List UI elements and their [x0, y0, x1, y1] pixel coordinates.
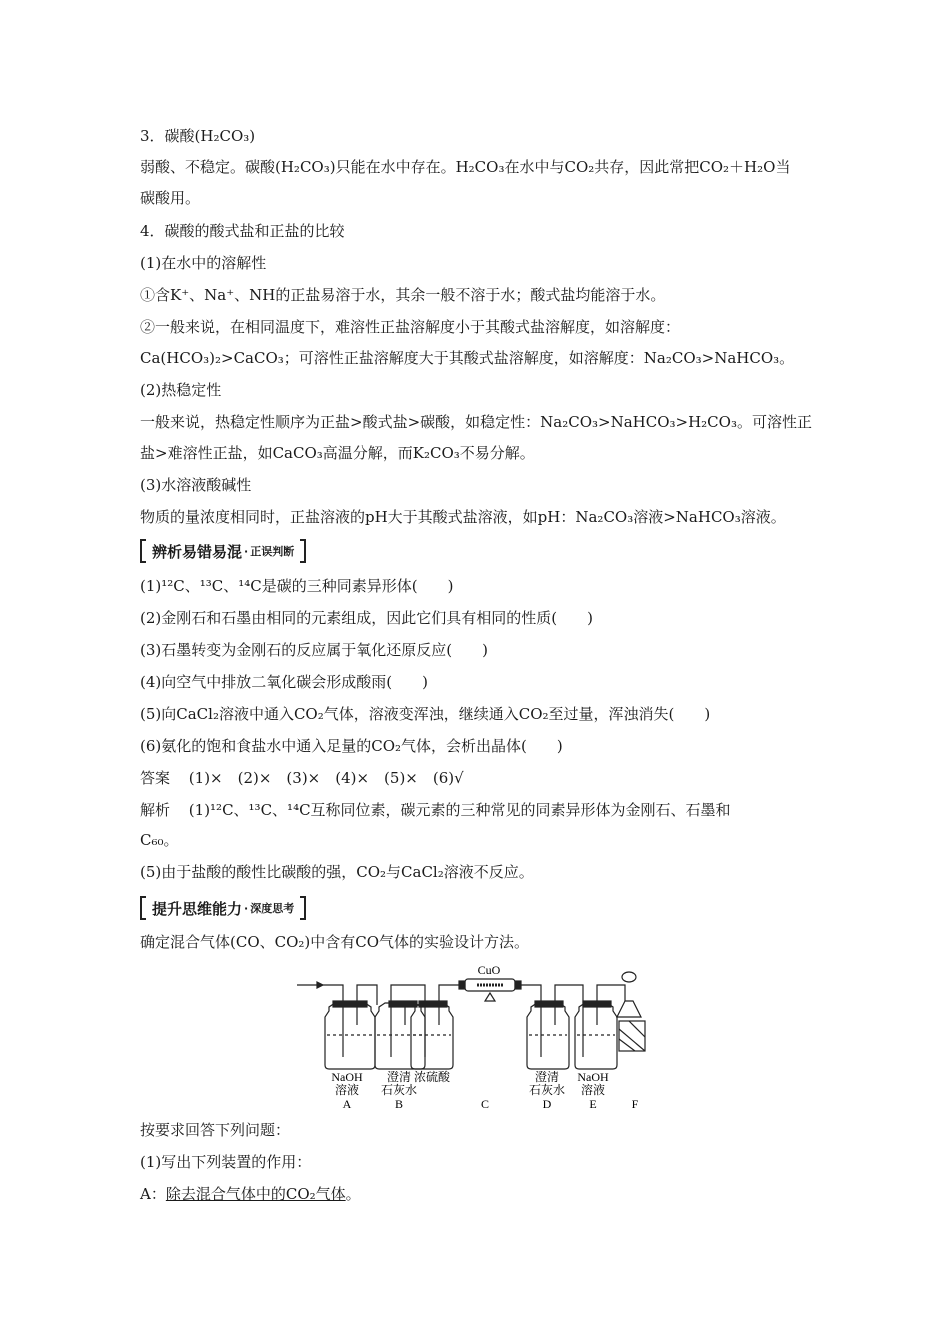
solubility-point-2-line2: Ca(HCO₃)₂>CaCO₃；可溶性正盐溶解度大于其酸式盐溶解度，如溶解度：Na₂CO₃>NaHCO₃。 — [140, 349, 795, 367]
analysis-line2: C₆₀。 — [140, 831, 179, 849]
label-A-top: NaOH — [331, 1070, 363, 1084]
banner-judge-sub: 正误判断 — [250, 545, 295, 558]
label-C-text: 浓硫酸 — [413, 1070, 451, 1084]
bracket-right — [300, 539, 306, 563]
label-E-bottom: 溶液 — [580, 1083, 606, 1097]
analysis-line3: (5)由于盐酸的酸性比碳酸的强，CO₂与CaCl₂溶液不反应。 — [140, 863, 534, 881]
section-3-text-line2: 碳酸用。 — [140, 189, 201, 207]
label-A-bottom: 溶液 — [334, 1083, 360, 1097]
apparatus-diagram — [295, 965, 655, 1110]
bottle-C — [411, 1001, 453, 1069]
solubility-point-2-line1: ②一般来说，在相同温度下，难溶性正盐溶解度小于其酸式盐溶解度，如溶解度： — [140, 318, 681, 336]
judge-item-2: (2)金刚石和石墨由相同的元素组成，因此它们具有相同的性质( ) — [140, 609, 593, 627]
think-question: 按要求回答下列问题： — [140, 1121, 291, 1139]
label-B-bottom: 石灰水 — [380, 1083, 418, 1097]
banner-judge-dot: · — [244, 544, 249, 558]
answer-A-text: 除去混合气体中的CO₂气体 — [165, 1185, 346, 1203]
bracket-left — [140, 539, 146, 563]
thermal-stability-line1: 一般来说，热稳定性顺序为正盐>酸式盐>碳酸，如稳定性：Na₂CO₃>NaHCO₃>H₂CO₃。可溶性正 — [140, 413, 812, 431]
section-4-heading: 4．碳酸的酸式盐和正盐的比较 — [140, 222, 345, 240]
analysis-text-1: (1)¹²C、¹³C、¹⁴C互称同位素，碳元素的三种常见的同素异形体为金刚石、石墨和 — [188, 801, 731, 819]
banner-think-title: 提升思维能力 — [152, 899, 243, 918]
bottle-A — [325, 1001, 375, 1069]
judge-item-4: (4)向空气中排放二氧化碳会形成酸雨( ) — [140, 673, 428, 691]
burner-F — [617, 972, 645, 1051]
answer-A-label: A： — [140, 1185, 166, 1203]
think-answer-A — [140, 1184, 820, 1204]
banner-think-dot: · — [244, 901, 249, 915]
cuo-tube — [459, 979, 521, 1001]
label-F: F — [631, 1097, 639, 1110]
banner-judge-title: 辨析易错易混 — [152, 542, 243, 561]
think-question-1: (1)写出下列装置的作用： — [140, 1153, 312, 1171]
section-3-heading: 3．碳酸(H₂CO₃) — [140, 127, 256, 145]
banner-think-sub: 深度思考 — [250, 902, 295, 915]
subsection-thermal-stability: (2)热稳定性 — [140, 381, 222, 399]
judge-item-1: (1)¹²C、¹³C、¹⁴C是碳的三种同素异形体( ) — [140, 577, 454, 595]
label-A: A — [342, 1097, 352, 1110]
label-D-bottom: 石灰水 — [528, 1083, 566, 1097]
label-cuo: CuO — [477, 965, 501, 977]
solubility-point-1: ①含K⁺、Na⁺、NH的正盐易溶于水，其余一般不溶于水；酸式盐均能溶于水。 — [140, 286, 666, 304]
label-D-top: 澄清 — [534, 1070, 560, 1084]
banner-judge — [140, 540, 306, 562]
bracket-right — [300, 896, 306, 920]
label-E: E — [589, 1097, 597, 1110]
judge-item-6: (6)氨化的饱和食盐水中通入足量的CO₂气体，会析出晶体( ) — [140, 737, 563, 755]
bottle-B — [375, 1001, 425, 1069]
answer-A-end: 。 — [345, 1185, 361, 1203]
analysis-line1 — [140, 800, 820, 820]
label-C: C — [480, 1097, 490, 1110]
subsection-solubility: (1)在水中的溶解性 — [140, 254, 267, 272]
bracket-left — [140, 896, 146, 920]
bottle-E — [575, 1001, 617, 1069]
section-3-text-line1: 弱酸、不稳定。碳酸(H₂CO₃)只能在水中存在。H₂CO₃在水中与CO₂共存，因此常把CO₂＋H₂O当 — [140, 158, 791, 176]
judge-item-5: (5)向CaCl₂溶液中通入CO₂气体，溶液变浑浊，继续通入CO₂至过量，浑浊消失( ) — [140, 705, 711, 723]
think-intro: 确定混合气体(CO、CO₂)中含有CO气体的实验设计方法。 — [140, 933, 530, 951]
label-D: D — [542, 1097, 552, 1110]
analysis-label: 解析 — [140, 801, 171, 819]
inlet-arrow-head — [317, 982, 323, 988]
label-B-top: 澄清 — [386, 1070, 412, 1084]
label-B: B — [394, 1097, 404, 1110]
answer-values: (1)× (2)× (3)× (4)× (5)× (6)√ — [188, 769, 464, 787]
bottle-D — [527, 1001, 569, 1069]
subsection-acidity: (3)水溶液酸碱性 — [140, 476, 252, 494]
answer-label: 答案 — [140, 769, 171, 787]
thermal-stability-line2: 盐>难溶性正盐，如CaCO₃高温分解，而K₂CO₃不易分解。 — [140, 444, 535, 462]
judge-item-3: (3)石墨转变为金刚石的反应属于氧化还原反应( ) — [140, 641, 488, 659]
acidity-text: 物质的量浓度相同时，正盐溶液的pH大于其酸式盐溶液，如pH：Na₂CO₃溶液>NaHCO₃溶液。 — [140, 508, 786, 526]
answer-line — [140, 768, 820, 788]
label-E-top: NaOH — [577, 1070, 609, 1084]
banner-think — [140, 897, 306, 919]
